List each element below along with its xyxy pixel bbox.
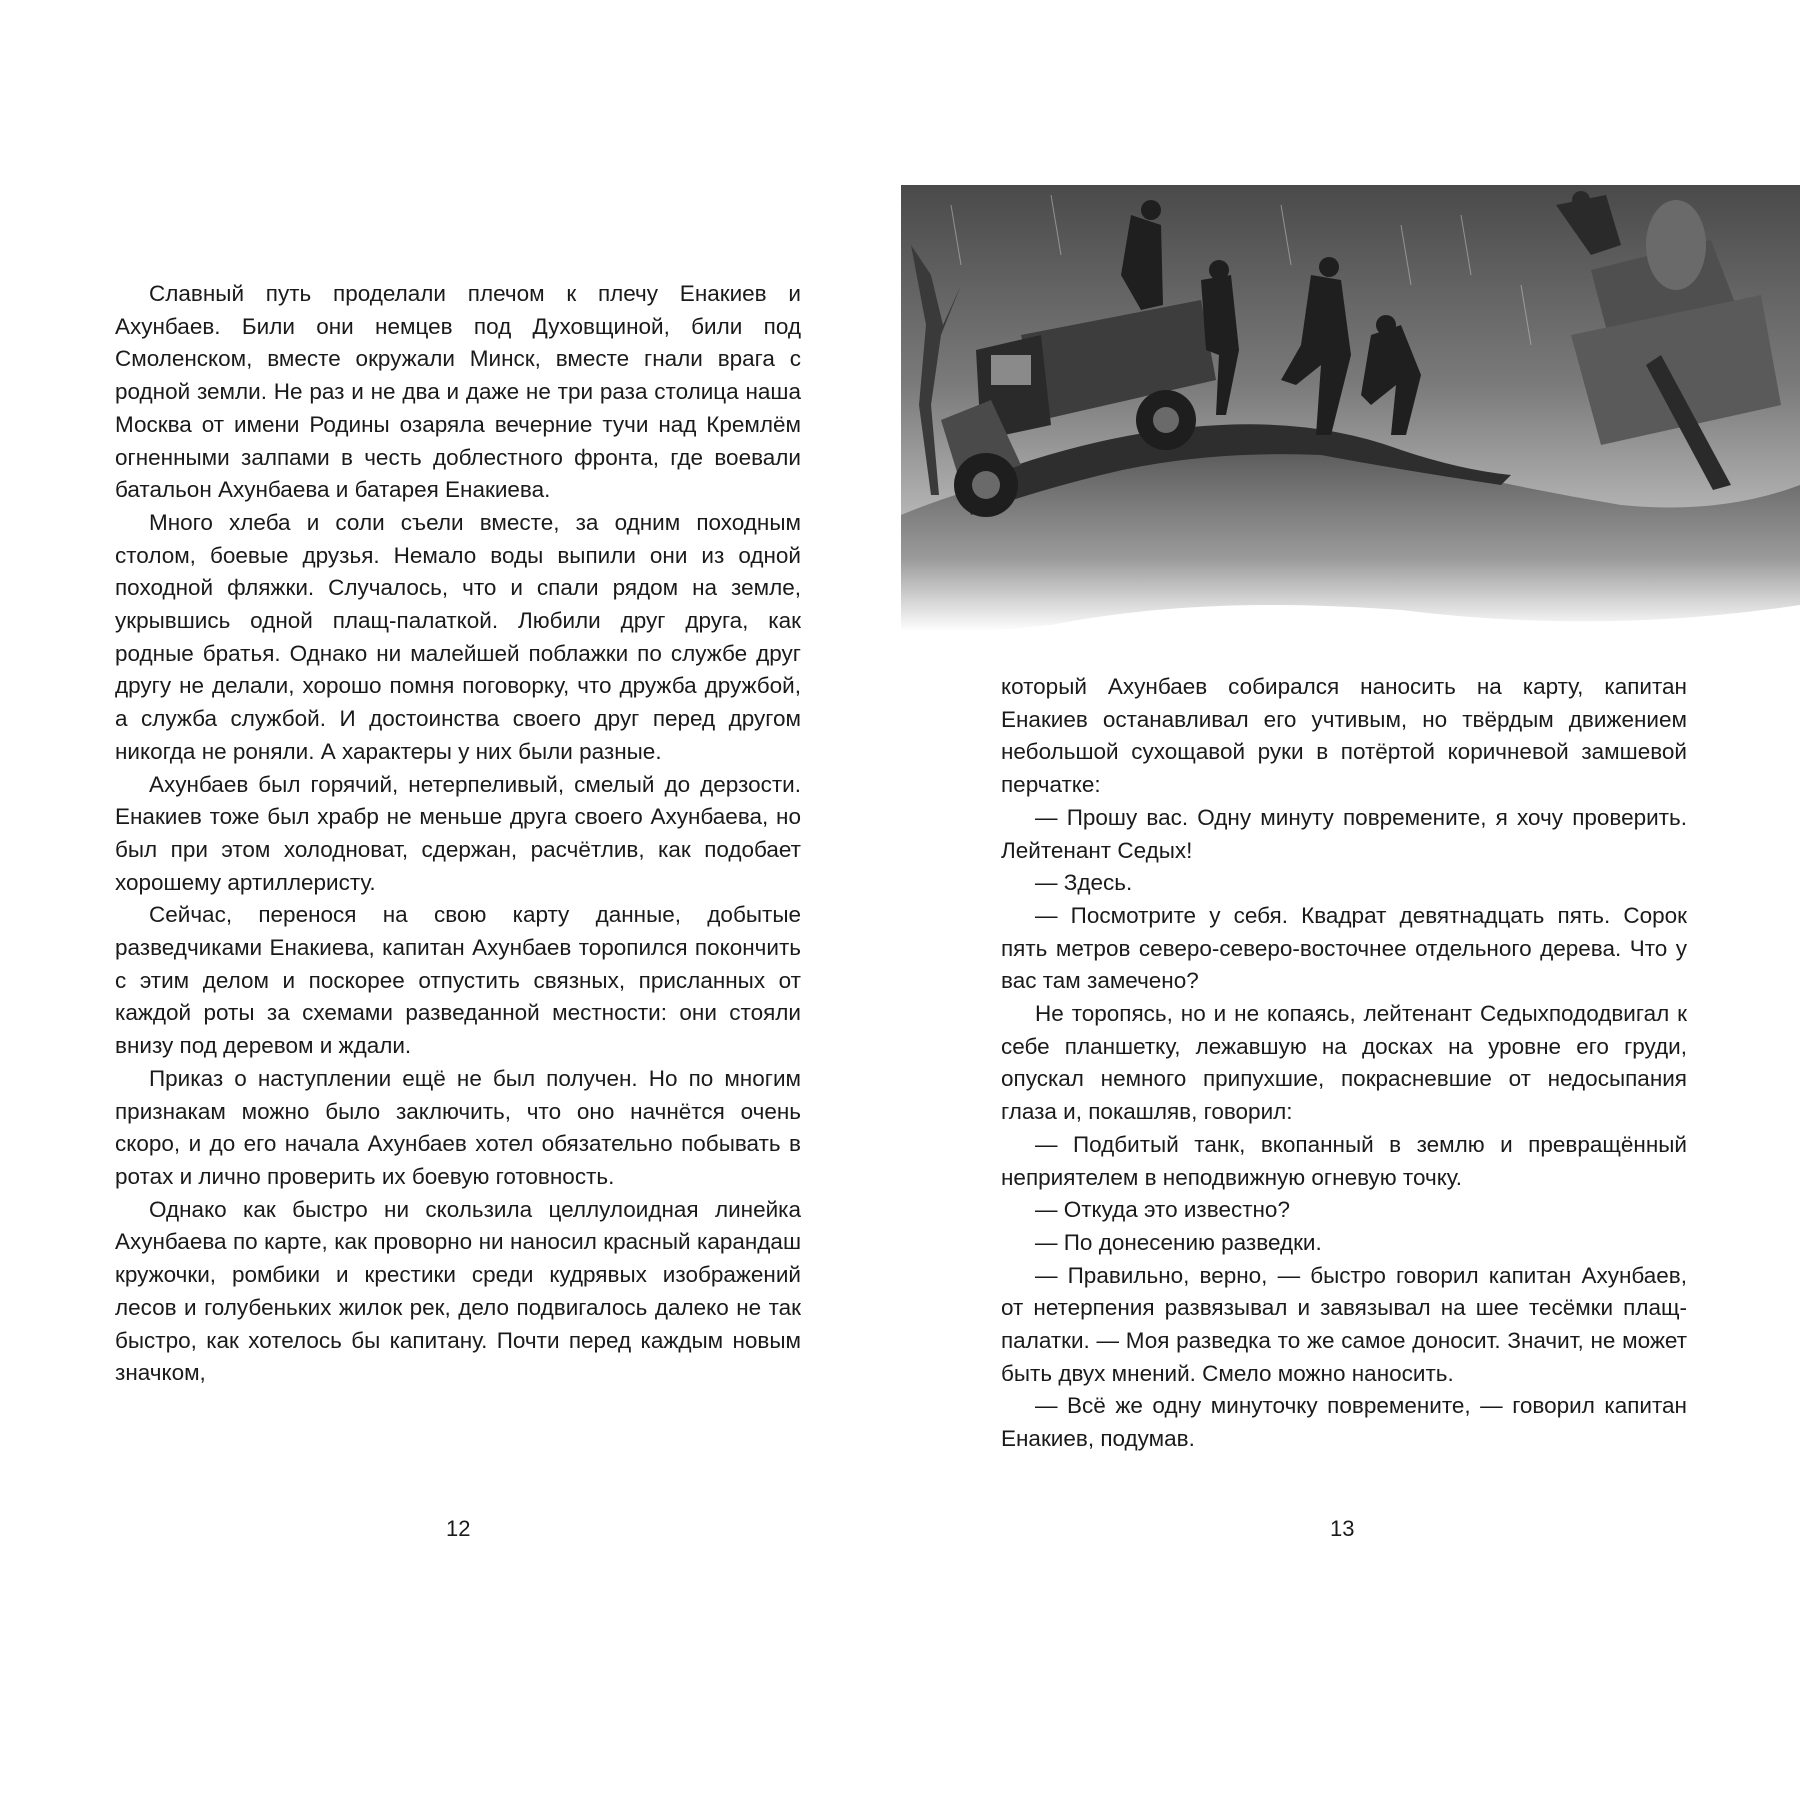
paragraph: — Всё же одну минуточку повремените, — говорил капитан Енакиев, подумав. bbox=[1001, 1393, 1687, 1452]
paragraph: Сейчас, перенося на свою карту данные, добытые разведчиками Енакиева, капитан Ахунбаев торопился покончить с этим делом и поскорее отпустить связных, присланных от каждой роты за схемами разведанной местности: они стояли внизу под деревом и ждали. bbox=[115, 902, 801, 1059]
left-page-text bbox=[115, 278, 801, 1390]
paragraph: — Правильно, верно, — быстро говорил капитан Ахунбаев, от нетерпения развязывал и завязывал на шее тесёмки плащ-палатки. — Моя разведка то же самое доносит. Значит, не может быть двух мнений. Смело можно наносить. bbox=[1001, 1262, 1687, 1386]
page-number-right: 13 bbox=[1330, 1516, 1355, 1541]
right-page-text bbox=[1001, 671, 1687, 1456]
paragraph: — Прошу вас. Одну минуту повремените, я хочу проверить. Лейтенант Седых! bbox=[1001, 804, 1687, 863]
paragraph: — Подбитый танк, вкопанный в землю и превращённый неприятелем в неподвижную огневую точку. bbox=[1001, 1131, 1687, 1190]
paragraph: Ахунбаев был горячий, нетерпеливый, смелый до дерзости. Енакиев тоже был храбр не меньше друга своего Ахунбаева, но был при этом холодноват, сдержан, расчётлив, как подобает хорошему артиллеристу. bbox=[115, 771, 801, 895]
paragraph: Славный путь проделали плечом к плечу Енакиев и Ахунбаев. Били они немцев под Духовщиной, били под Смоленском, вместе окружали Минск, вместе гнали врага с родной земли. Не раз и не два и даже не три раза столица наша Москва от имени Родины озаряла вечерние тучи над Кремлём огненными залпами в честь доблестного фронта, где воевали батальон Ахунбаева и батарея Енакиева. bbox=[115, 281, 801, 503]
paragraph: — По донесению разведки. bbox=[1035, 1229, 1322, 1255]
paragraph: Не торопясь, но и не копаясь, лейтенант Седыхпододвигал к себе планшетку, лежавшую на досках на уровне его груди, опускал немного припухшие, покрасневшие от недосыпания глаза и, покашляв, говорил: bbox=[1001, 1001, 1687, 1125]
paragraph: Много хлеба и соли съели вместе, за одним походным столом, боевые друзья. Немало воды выпили они из одной походной фляжки. Случалось, что и спали рядом на земле, укрывшись одной плащ-палаткой. Любили друг друга, как родные братья. Однако ни малейшей поблажки по службе друг другу не делали, хорошо помня поговорку, что дружба дружбой, а служба службой. И достоинства своего друг перед другом никогда не роняли. А характеры у них были разные. bbox=[115, 509, 801, 764]
paragraph: — Откуда это известно? bbox=[1035, 1197, 1290, 1223]
paragraph: Однако как быстро ни скользила целлулоидная линейка Ахунбаева по карте, как проворно ни наносил красный карандаш кружочки, ромбики и крестики среди кудрявых изображений лесов и голубеньких жилок рек, дело подвигалось далеко не так быстро, как хотелось бы капитану. Почти перед каждым новым значком, bbox=[115, 1196, 801, 1386]
paragraph: Приказ о наступлении ещё не был получен. Но по многим признакам можно было заключить, что оно начнётся очень скоро, и до его начала Ахунбаев хотел обязательно побывать в ротах и лично проверить их боевую готовность. bbox=[115, 1065, 801, 1189]
war-scene-illustration bbox=[901, 185, 1800, 635]
paragraph: который Ахунбаев собирался наносить на карту, капитан Енакиев останавливал его учтивым, но твёрдым движением небольшой сухощавой руки в потёртой коричневой замшевой перчатке: bbox=[1001, 674, 1687, 798]
page-number-left: 12 bbox=[446, 1516, 471, 1541]
paragraph: — Посмотрите у себя. Квадрат девятнадцать пять. Сорок пять метров северо-северо-восточнее отдельного дерева. Что у вас там замечено? bbox=[1001, 902, 1687, 994]
paragraph: — Здесь. bbox=[1035, 870, 1133, 896]
